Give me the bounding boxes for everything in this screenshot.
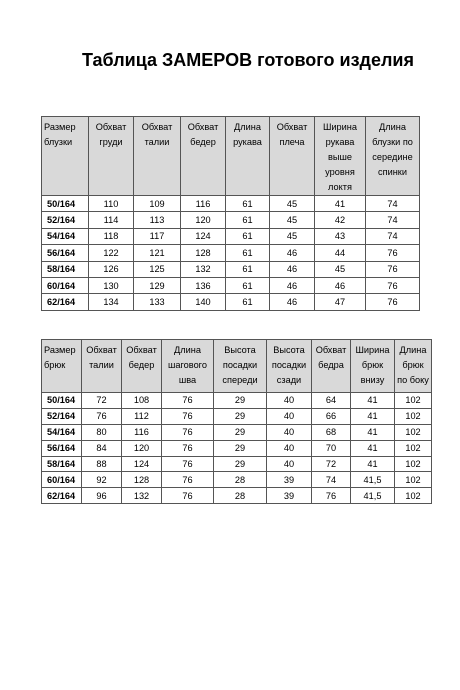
header-size: Размер брюк (42, 340, 82, 393)
size-cell: 50/164 (42, 393, 82, 409)
value-cell: 74 (366, 196, 420, 212)
header-chest: Обхват груди (89, 117, 134, 196)
header-front-rise: Высота посадки спереди (214, 340, 267, 393)
value-cell: 29 (214, 440, 267, 456)
value-cell: 74 (366, 228, 420, 244)
value-cell: 76 (366, 294, 420, 310)
size-cell: 52/164 (42, 408, 82, 424)
value-cell: 124 (122, 456, 162, 472)
table-row (42, 261, 420, 277)
value-cell: 61 (226, 212, 270, 228)
value-cell: 76 (162, 488, 214, 504)
value-cell: 116 (181, 196, 226, 212)
value-cell: 140 (181, 294, 226, 310)
value-cell: 113 (134, 212, 181, 228)
header-thigh: Обхват бедра (312, 340, 351, 393)
value-cell: 121 (134, 245, 181, 261)
value-cell: 76 (162, 424, 214, 440)
value-cell: 102 (395, 440, 432, 456)
value-cell: 41 (351, 408, 395, 424)
value-cell: 108 (122, 393, 162, 409)
size-cell: 56/164 (42, 440, 82, 456)
value-cell: 120 (181, 212, 226, 228)
value-cell: 29 (214, 393, 267, 409)
value-cell: 76 (366, 277, 420, 293)
value-cell: 45 (270, 228, 315, 244)
value-cell: 76 (162, 408, 214, 424)
value-cell: 61 (226, 261, 270, 277)
value-cell: 39 (267, 472, 312, 488)
blouse-measurements-table (41, 116, 420, 311)
header-sleeve-width: Ширина рукава выше уровня локтя (315, 117, 366, 196)
value-cell: 84 (82, 440, 122, 456)
size-cell: 58/164 (42, 261, 89, 277)
value-cell: 88 (82, 456, 122, 472)
header-size: Размер блузки (42, 117, 89, 196)
value-cell: 28 (214, 472, 267, 488)
value-cell: 102 (395, 472, 432, 488)
value-cell: 61 (226, 277, 270, 293)
value-cell: 41 (351, 440, 395, 456)
value-cell: 76 (312, 488, 351, 504)
size-cell: 60/164 (42, 277, 89, 293)
value-cell: 114 (89, 212, 134, 228)
value-cell: 29 (214, 408, 267, 424)
value-cell: 29 (214, 456, 267, 472)
size-cell: 58/164 (42, 456, 82, 472)
value-cell: 76 (162, 472, 214, 488)
value-cell: 76 (162, 393, 214, 409)
value-cell: 96 (82, 488, 122, 504)
value-cell: 40 (267, 424, 312, 440)
header-back-rise: Высота посадки сзади (267, 340, 312, 393)
value-cell: 41 (351, 424, 395, 440)
value-cell: 39 (267, 488, 312, 504)
size-cell: 50/164 (42, 196, 89, 212)
blouse-header-row (42, 117, 420, 196)
header-blouse-length: Длина блузки по середине спинки (366, 117, 420, 196)
value-cell: 72 (312, 456, 351, 472)
header-hips: Обхват бедер (122, 340, 162, 393)
value-cell: 46 (270, 261, 315, 277)
value-cell: 102 (395, 424, 432, 440)
value-cell: 122 (89, 245, 134, 261)
value-cell: 112 (122, 408, 162, 424)
value-cell: 61 (226, 245, 270, 261)
size-cell: 62/164 (42, 294, 89, 310)
value-cell: 40 (267, 393, 312, 409)
value-cell: 41,5 (351, 488, 395, 504)
table-row (42, 196, 420, 212)
value-cell: 76 (162, 440, 214, 456)
value-cell: 40 (267, 456, 312, 472)
value-cell: 41 (351, 393, 395, 409)
value-cell: 124 (181, 228, 226, 244)
value-cell: 68 (312, 424, 351, 440)
header-inseam: Длина шагового шва (162, 340, 214, 393)
value-cell: 133 (134, 294, 181, 310)
value-cell: 109 (134, 196, 181, 212)
value-cell: 64 (312, 393, 351, 409)
value-cell: 61 (226, 228, 270, 244)
table-row (42, 424, 432, 440)
table-row (42, 440, 432, 456)
value-cell: 110 (89, 196, 134, 212)
value-cell: 118 (89, 228, 134, 244)
table-row (42, 393, 432, 409)
table-row (42, 212, 420, 228)
value-cell: 120 (122, 440, 162, 456)
value-cell: 41 (351, 456, 395, 472)
size-cell: 52/164 (42, 212, 89, 228)
value-cell: 45 (270, 212, 315, 228)
value-cell: 40 (267, 408, 312, 424)
page-title: Таблица ЗАМЕРОВ готового изделия (82, 50, 414, 70)
size-cell: 56/164 (42, 245, 89, 261)
header-hips: Обхват бедер (181, 117, 226, 196)
value-cell: 128 (181, 245, 226, 261)
value-cell: 46 (270, 294, 315, 310)
pants-header-row (42, 340, 432, 393)
size-cell: 60/164 (42, 472, 82, 488)
value-cell: 76 (366, 261, 420, 277)
table-row (42, 488, 432, 504)
value-cell: 102 (395, 393, 432, 409)
value-cell: 134 (89, 294, 134, 310)
value-cell: 72 (82, 393, 122, 409)
value-cell: 41,5 (351, 472, 395, 488)
value-cell: 130 (89, 277, 134, 293)
blouse-table-body (42, 196, 420, 311)
value-cell: 46 (315, 277, 366, 293)
value-cell: 47 (315, 294, 366, 310)
value-cell: 136 (181, 277, 226, 293)
table-row (42, 294, 420, 310)
value-cell: 43 (315, 228, 366, 244)
size-cell: 54/164 (42, 228, 89, 244)
value-cell: 80 (82, 424, 122, 440)
pants-measurements-table (41, 339, 432, 504)
value-cell: 44 (315, 245, 366, 261)
header-waist: Обхват талии (82, 340, 122, 393)
value-cell: 46 (270, 277, 315, 293)
table-row (42, 228, 420, 244)
value-cell: 126 (89, 261, 134, 277)
pants-table-body (42, 393, 432, 504)
value-cell: 29 (214, 424, 267, 440)
value-cell: 102 (395, 408, 432, 424)
value-cell: 40 (267, 440, 312, 456)
value-cell: 76 (162, 456, 214, 472)
table-row (42, 245, 420, 261)
value-cell: 128 (122, 472, 162, 488)
value-cell: 76 (82, 408, 122, 424)
value-cell: 70 (312, 440, 351, 456)
header-shoulder: Обхват плеча (270, 117, 315, 196)
value-cell: 76 (366, 245, 420, 261)
size-cell: 62/164 (42, 488, 82, 504)
table-row (42, 456, 432, 472)
value-cell: 66 (312, 408, 351, 424)
value-cell: 61 (226, 294, 270, 310)
table-row (42, 277, 420, 293)
value-cell: 61 (226, 196, 270, 212)
value-cell: 102 (395, 488, 432, 504)
header-waist: Обхват талии (134, 117, 181, 196)
header-hem-width: Ширина брюк внизу (351, 340, 395, 393)
value-cell: 129 (134, 277, 181, 293)
value-cell: 125 (134, 261, 181, 277)
header-sleeve-length: Длина рукава (226, 117, 270, 196)
value-cell: 117 (134, 228, 181, 244)
value-cell: 116 (122, 424, 162, 440)
value-cell: 102 (395, 456, 432, 472)
value-cell: 132 (122, 488, 162, 504)
value-cell: 42 (315, 212, 366, 228)
value-cell: 45 (315, 261, 366, 277)
value-cell: 74 (312, 472, 351, 488)
value-cell: 41 (315, 196, 366, 212)
value-cell: 45 (270, 196, 315, 212)
header-side-length: Длина брюк по боку (395, 340, 432, 393)
value-cell: 74 (366, 212, 420, 228)
table-row (42, 472, 432, 488)
size-cell: 54/164 (42, 424, 82, 440)
value-cell: 46 (270, 245, 315, 261)
table-row (42, 408, 432, 424)
value-cell: 28 (214, 488, 267, 504)
value-cell: 132 (181, 261, 226, 277)
value-cell: 92 (82, 472, 122, 488)
